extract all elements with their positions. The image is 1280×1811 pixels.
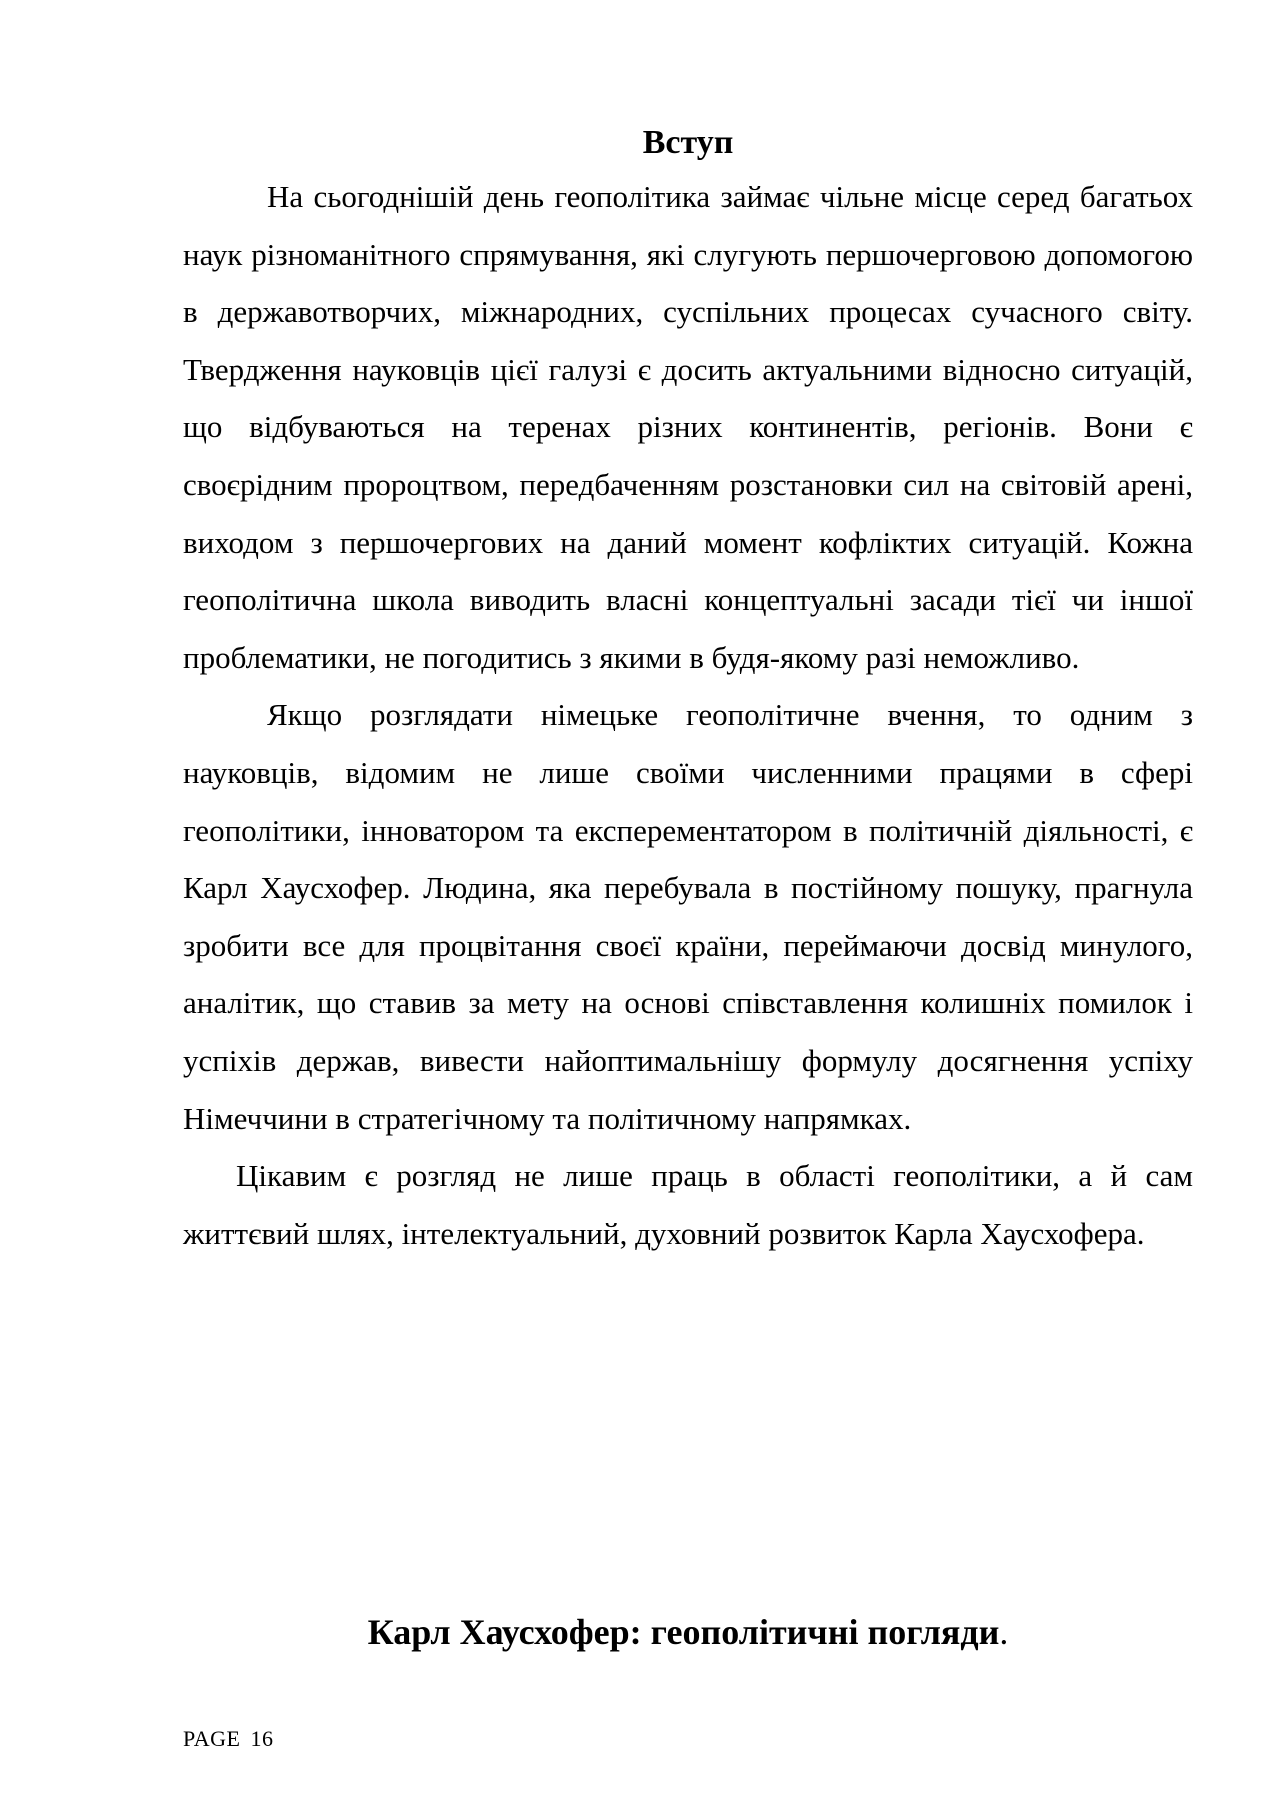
section-heading-period: . — [999, 1612, 1009, 1652]
footer-page-number: 16 — [250, 1726, 274, 1751]
page-content — [183, 118, 1193, 1262]
intro-paragraph-3: Цікавим є розгляд не лише праць в області геополітики, а й сам життєвий шлях, інтелектуальний, духовний розвиток Карла Хаусхофера. — [183, 1158, 1193, 1251]
intro-paragraph-2: Якщо розглядати німецьке геополітичне вчення, то одним з науковців, відомим не лише своїми численними працями в сфері геополітики, інноватором та експерементатором в політичній діяльності, є Карл Хаусхофер. Людина, яка перебувала в постійному пошуку, прагнула зробити все для процвітання своєї країни, переймаючи досвід минулого, аналітик, що ставив за мету на основі співставлення колишніх помилок і успіхів держав, вивести найоптимальнішу формулу досягнення успіху Німеччини в стратегічному та політичному напрямках. — [183, 697, 1193, 1136]
footer-page-label: PAGE — [183, 1726, 241, 1751]
section-heading-text: Карл Хаусхофер: геополітичні погляди — [367, 1612, 1000, 1652]
intro-heading: Вступ — [642, 124, 734, 161]
section-heading — [183, 1607, 1193, 1657]
intro-paragraph-1: На сьогоднішій день геополітика займає чільне місце серед багатьох наук різноманітного спрямування, які слугують першочерговою допомогою в державотворчих, міжнародних, суспільних процесах сучасного світу. Твердження науковців цієї галузі є досить актуальними відносно ситуацій, що відбуваються на теренах різних континентів, регіонів. Вони є своєрідним пророцтвом, передбаченням розстановки сил на світовій арені, виходом з першочергових на даний момент кофліктих ситуацій. Кожна геополітична школа виводить власні концептуальні засади тієї чи іншої проблематики, не погодитись з якими в будя-якому разі неможливо. — [183, 179, 1193, 675]
page-footer — [183, 1726, 273, 1752]
